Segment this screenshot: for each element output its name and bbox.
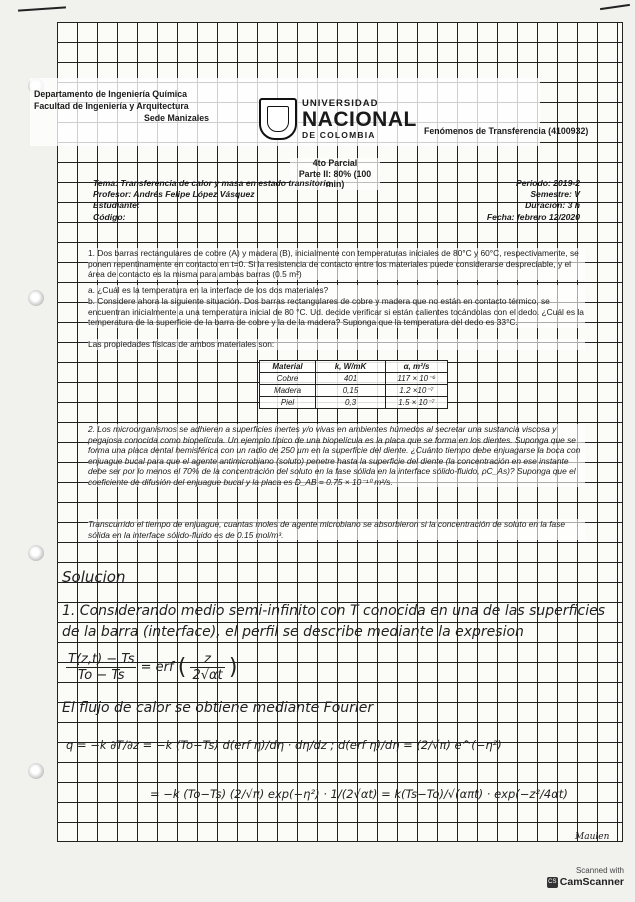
eq-rhs: = erf — [140, 660, 174, 675]
topic: Tema: Transferencia de calor y masa en estado transitorio — [93, 178, 331, 188]
scanner-watermark — [538, 866, 624, 896]
professor: Profesor: Andrés Felipe López Vásquez — [93, 189, 255, 200]
table-cell: 1.2 ×10⁻⁷ — [386, 385, 448, 397]
equation-fourier: q = −k ∂T/∂z = −k (To−Ts) d(erf η)/dη · dη/dz ; d(erf η)/dη = (2/√π) e^(−η²) — [66, 738, 502, 752]
punch-hole — [28, 763, 44, 779]
scanner-brand: CamScanner — [559, 876, 624, 888]
question-2: 2. Los microorganismos se adhieren a superficies inertes y/o vivas en ambientes húmedos al secretar una sustancia viscosa y pegajosa conocida como biopelícula. Un ejemplo típico de una biopelícula es la placa que se forma en los dientes. Suponga que se forma una placa dental hemisférica con un radio de 250 µm en la superficie del diente. ¿Cuánto tiempo debe enjuagarse la boca con enjuague bucal para que el agente antimicrobiano (soluto) penetre hasta la superficie del diente (la concentración en ese instante debe ser por lo menos el 70% de la concentración del soluto en la fase sólida en la interface sólido-fluido, ρC_As)? Suponga que el coeficiente de difusión del enjuague bucal y la placa es D_AB = 0.75 × 10⁻¹⁰ m²/s. — [88, 424, 585, 487]
table-cell: 401 — [316, 373, 386, 385]
properties-caption: Las propiedades físicas de ambos materiales son: — [88, 339, 585, 350]
properties-table — [259, 360, 448, 409]
date: Fecha: febrero 12/2020 — [486, 211, 580, 222]
table-row — [260, 385, 448, 397]
pen-mark — [18, 6, 66, 11]
department-block — [34, 89, 209, 125]
punch-hole — [28, 545, 44, 561]
column-header: Material — [260, 361, 316, 373]
exam-number: 4to Parcial — [312, 158, 358, 168]
table-row — [260, 397, 448, 409]
question-1a: a. ¿Cuál es la temperatura en la interface de los dos materiales? — [88, 285, 585, 296]
signature: Maulen — [575, 832, 610, 842]
uni-word-3: DE COLOMBIA — [302, 130, 376, 141]
table-cell: 0,15 — [316, 385, 386, 397]
camscanner-icon: CS — [547, 877, 558, 888]
table-cell: 117 × 10⁻⁶ — [386, 373, 448, 385]
solution-line-3: El flujo de calor se obtiene mediante Fourier — [62, 700, 374, 716]
eq-denominator: To − Ts — [77, 668, 125, 683]
campus-line: Sede Manizales — [143, 112, 209, 123]
table-cell: Madera — [260, 385, 316, 397]
solution-line-1: 1. Considerando medio semi-infinito con T conocida en una de las superficies — [62, 603, 606, 619]
dept-line: Departamento de Ingeniería Química — [34, 89, 188, 99]
question-1-intro: 1. Dos barras rectangulares de cobre (A) y madera (B), inicialmente con temperaturas iniciales de 80°C y 60°C, respectivamente, se ponen repentinamente en contacto en t=0. Si la resistencia de contacto entre los materiales puede considerarse despreciable, y el área de contacto es la misma para ambas barras (0.5 m²) — [88, 248, 585, 280]
pen-mark — [600, 4, 630, 10]
solution-line-2: de la barra (interface), el perfil se describe mediante la expresion — [62, 624, 524, 640]
exam-meta-left — [93, 178, 331, 223]
code-field: Código: — [93, 211, 126, 222]
exam-meta-right — [470, 178, 580, 223]
eq-arg-numerator: z — [190, 652, 224, 668]
punch-hole — [28, 290, 44, 306]
column-header: k, W/mK — [316, 361, 386, 373]
table-row — [260, 373, 448, 385]
eq-arg-denominator: 2√αt — [192, 668, 223, 683]
exam-part: Parte II: 80% (100 min) — [298, 168, 372, 190]
question-1b: b. Considere ahora la siguiente situación. Dos barras rectangulares de cobre y madera que no están en contacto térmico, se encuentran inicialmente a una temperatura inicial de 80 °C. Ud. decide verificar si están calientes tocándolas con el dedo. ¿Cuál es la temperatura de la superficie de la barra de cobre y la de la madera? Suponga que la temperatura del dedo es 33°C. — [88, 296, 584, 328]
period: Periodo: 2019-2 — [516, 178, 580, 188]
course-name: Fenómenos de Transferencia (4100932) — [424, 126, 589, 136]
faculty-line: Facultad de Ingeniería y Arquitectura — [34, 100, 189, 111]
equation-flux: = −k (To−Ts) (2/√π) exp(−η²) · 1/(2√αt) = k(Ts−To)/√(απt) · exp(−z²/4αt) — [150, 787, 568, 801]
solution-title: Solucion — [62, 568, 126, 586]
eq-numerator: T(z,t) − Ts — [68, 652, 135, 667]
table-cell: Piel — [260, 397, 316, 409]
semester: Semestre: V — [530, 189, 580, 200]
student-field: Estudiante: — [93, 200, 140, 211]
scanner-caption: Scanned with — [575, 866, 624, 875]
uni-word-2: NACIONAL — [302, 107, 417, 131]
table-cell: 1.5 × 10⁻⁷ — [386, 397, 448, 409]
university-logo — [302, 99, 417, 140]
column-header: α, m²/s — [386, 361, 448, 373]
duration: Duración: 3 h — [525, 200, 580, 211]
uni-word-1: UNIVERSIDAD — [302, 98, 379, 109]
table-cell: Cobre — [260, 373, 316, 385]
question-2-followup: Transcurrido el tiempo de enjuague, cuantas moles de agente microbiano se absorbieron si la concentración de soluto en la fase sólida en la interface sólido-fluido es de 0.15 mol/m³. — [88, 519, 585, 540]
university-shield-icon — [259, 98, 297, 140]
equation-profile: $\frac{T(z,t) - Ts}{To - Ts}$ = erf ( $\frac{z}{2√\alpha t}$ ) — [68, 652, 238, 683]
table-cell: 0,3 — [316, 397, 386, 409]
table-header-row — [260, 361, 448, 373]
